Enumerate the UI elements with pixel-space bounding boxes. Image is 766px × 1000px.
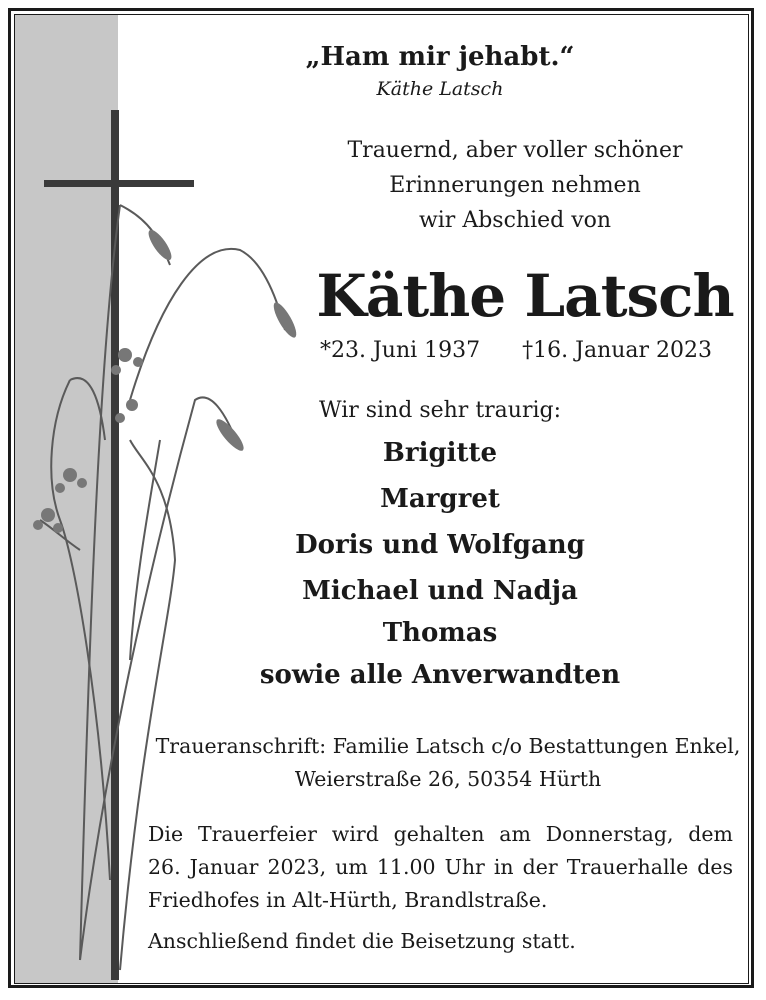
service-line: Friedhofes in Alt-Hürth, Brandlstraße. — [148, 888, 548, 912]
intro-line: wir Abschied von — [418, 208, 612, 233]
sad-line: Wir sind sehr traurig: — [318, 398, 562, 423]
mourner-name: Brigitte — [382, 438, 498, 468]
service-line: 26. Januar 2023, um 11.00 Uhr in der Trauerhalle des — [148, 855, 733, 879]
mourner-name: Thomas — [382, 618, 498, 648]
intro-line: Trauernd, aber voller schöner — [347, 138, 683, 163]
mourner-name: Margret — [380, 484, 500, 514]
service-line: Die Trauerfeier wird gehalten am Donnerstag, dem — [148, 822, 733, 846]
mourner-name: Doris und Wolfgang — [295, 530, 585, 560]
death-date: †16. Januar 2023 — [522, 338, 713, 363]
mourning-address — [148, 730, 748, 796]
motto-author: Käthe Latsch — [376, 78, 504, 100]
life-dates — [320, 338, 740, 363]
funeral-service-info — [148, 818, 733, 917]
birth-date: *23. Juni 1937 — [320, 338, 481, 363]
mourner-name: Michael und Nadja — [302, 576, 578, 606]
mourner-name: sowie alle Anverwandten — [259, 660, 621, 690]
intro-line: Erinnerungen nehmen — [389, 173, 641, 198]
address-line: Traueranschrift: Familie Latsch c/o Bestattungen Enkel, — [155, 734, 741, 758]
motto-quote: „Ham mir jehabt.“ — [305, 42, 575, 72]
burial-info: Anschließend findet die Beisetzung statt. — [148, 929, 576, 953]
address-line: Weierstraße 26, 50354 Hürth — [294, 767, 602, 791]
deceased-name: Käthe Latsch — [316, 262, 734, 330]
